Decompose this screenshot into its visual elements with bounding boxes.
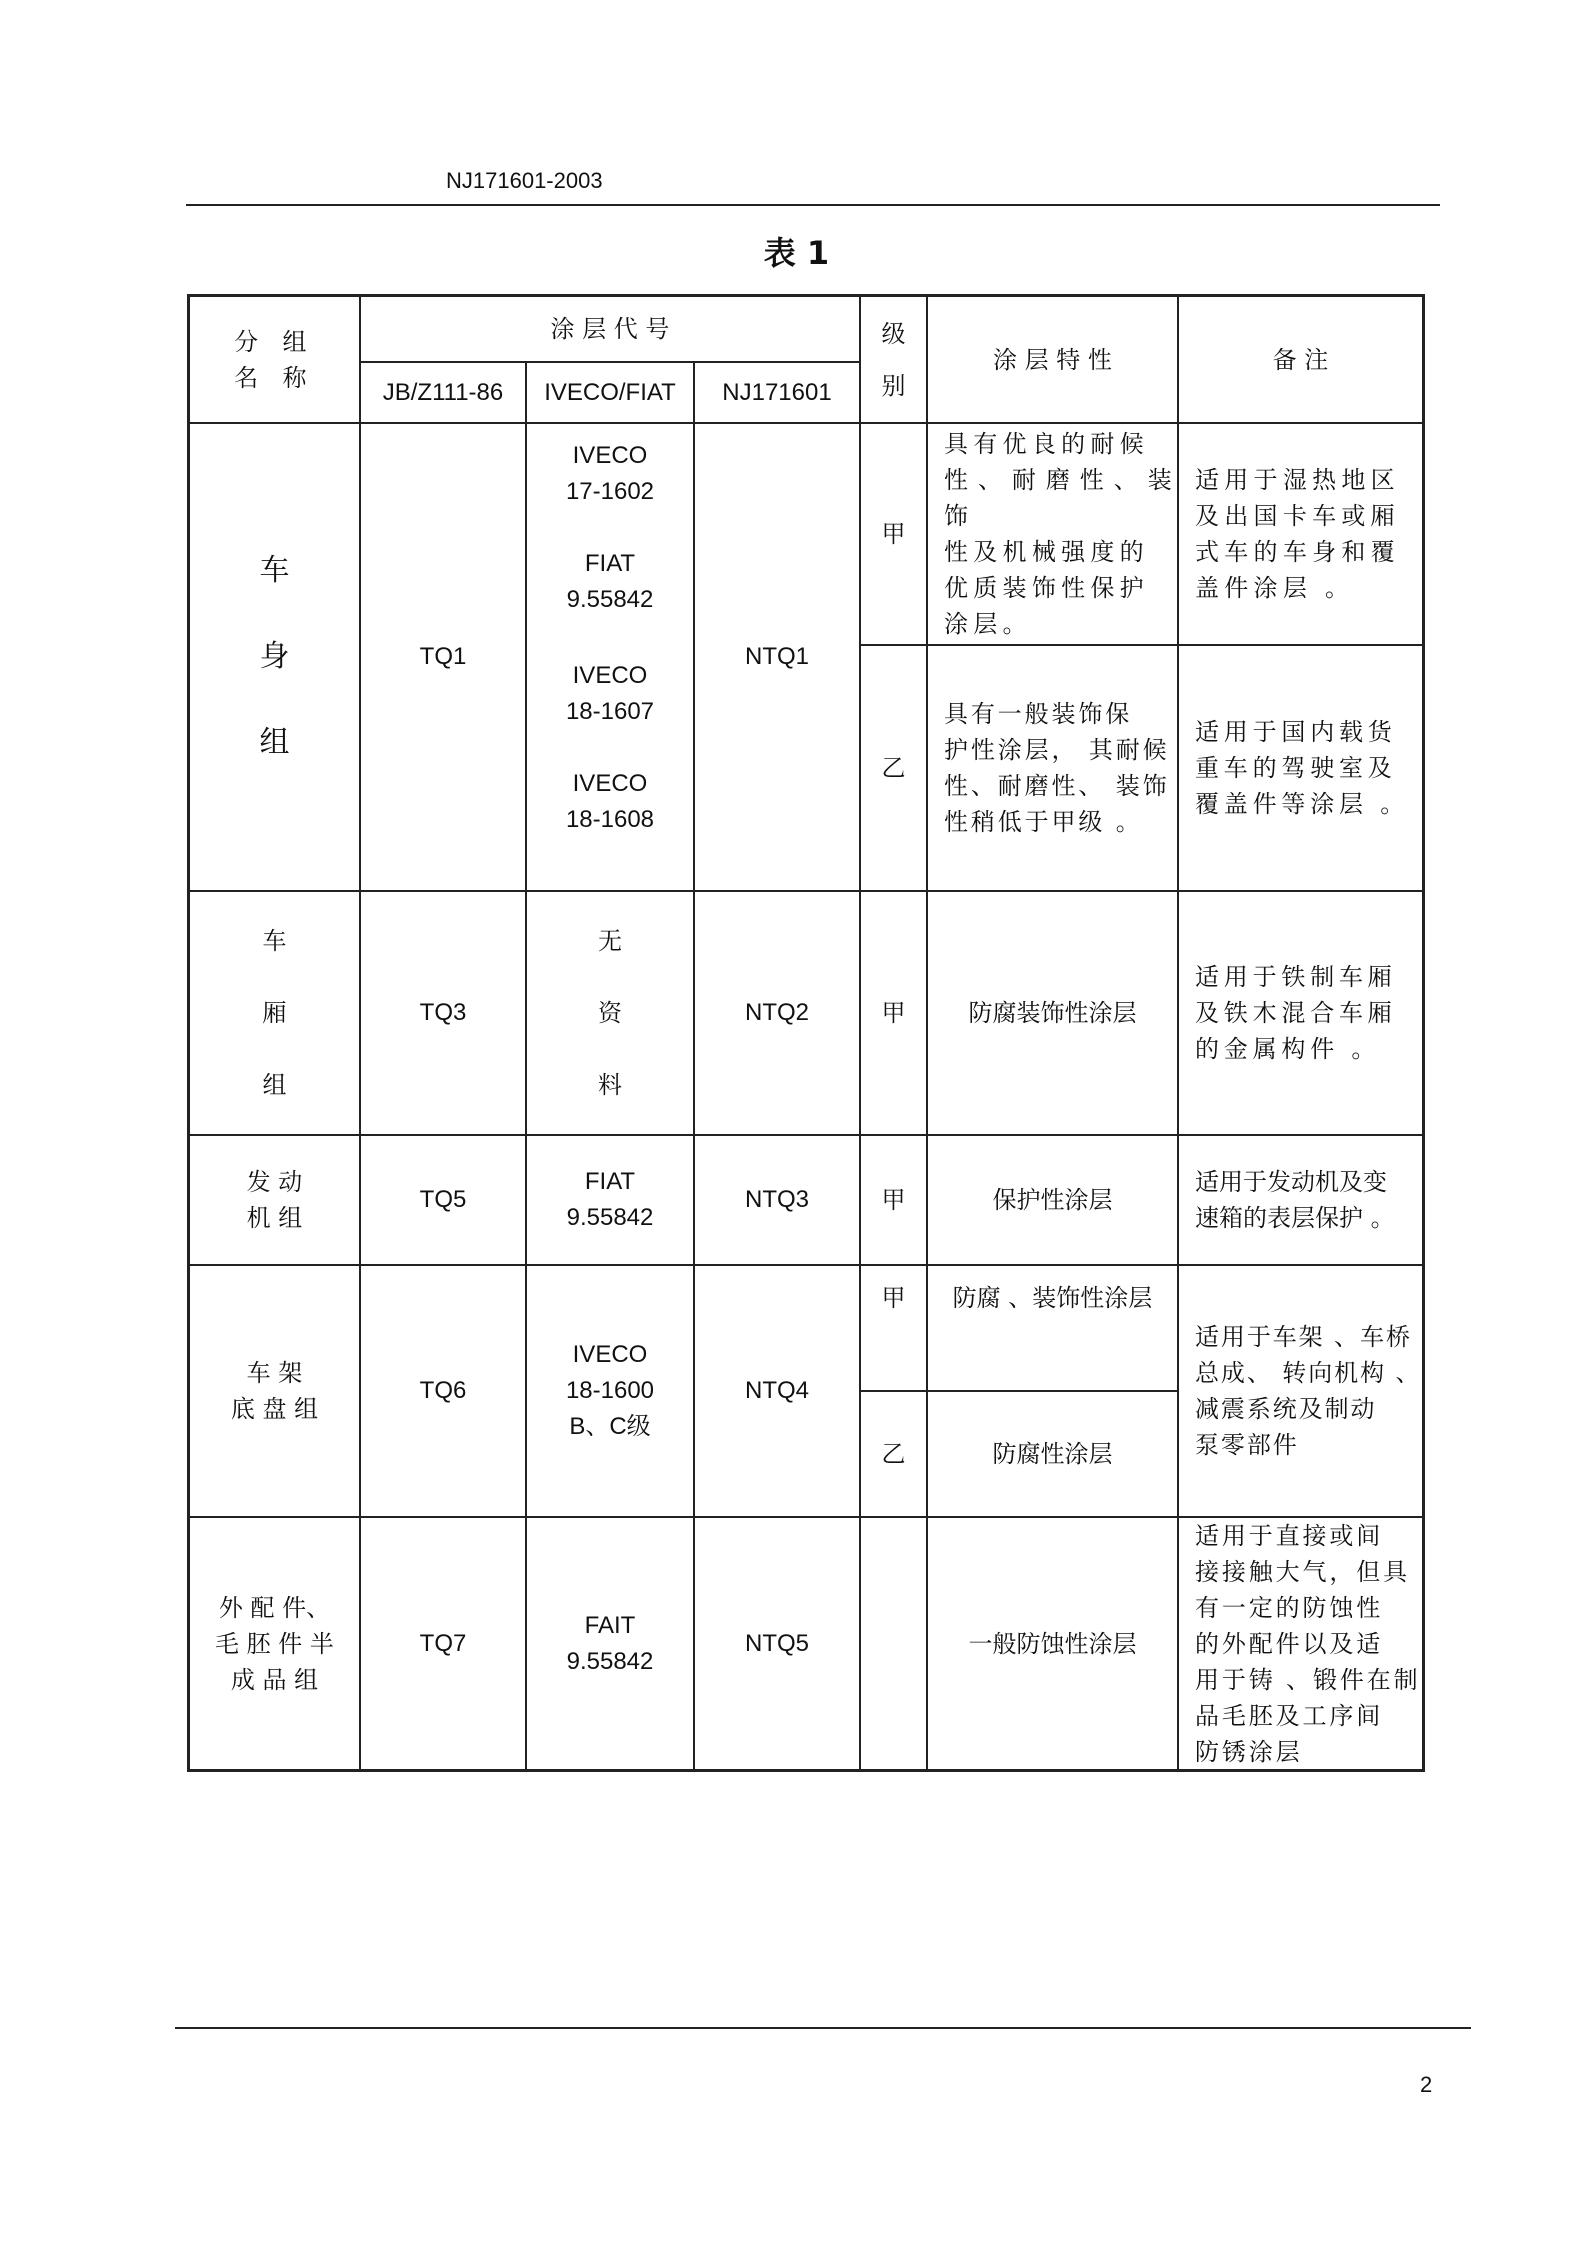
body-group-grade-b: 乙 <box>881 754 906 782</box>
header-sub-iveco: IVECO/FIAT <box>544 378 676 406</box>
header-sub-nj: NJ171601 <box>722 378 832 406</box>
engine-group-iveco: FIAT 9.55842 <box>566 1168 654 1231</box>
carriage-group-remark: 适用于铁制车厢 及铁木混合车厢 的金属构件 。 <box>1195 963 1397 1063</box>
frame-group-iveco: IVECO 18-1600 B、C级 <box>565 1341 655 1440</box>
engine-group-name: 发 动 机 组 <box>246 1168 303 1232</box>
footer-rule <box>175 2027 1471 2029</box>
header-remark: 备 注 <box>1272 345 1329 374</box>
page-number: 2 <box>1420 2072 1433 2097</box>
frame-group-property-b: 防腐性涂层 <box>992 1440 1113 1468</box>
header-sub-jb: JB/Z111-86 <box>382 378 504 406</box>
body-group-property-b: 具有一般装饰保 护性涂层， 其耐候 性、耐磨性、 装饰 性稍低于甲级 。 <box>944 700 1170 836</box>
header-grade: 级 别 <box>881 319 906 400</box>
carriage-group-nj: NTQ2 <box>744 999 809 1026</box>
parts-group-grade <box>861 1518 926 1769</box>
parts-group-iveco: FAIT 9.55842 <box>566 1611 654 1675</box>
body-group-iveco-a: IVECO 17-1602 FIAT 9.55842 <box>565 442 655 613</box>
carriage-group-property: 防腐装饰性涂层 <box>968 999 1137 1027</box>
engine-group-property: 保护性涂层 <box>992 1186 1113 1214</box>
header-group-name: 分 组 名 称 <box>234 327 315 392</box>
header-property: 涂 层 特 性 <box>993 345 1112 374</box>
carriage-group-grade: 甲 <box>881 999 906 1027</box>
carriage-group-iveco: 无 资 料 <box>598 927 622 1099</box>
body-group-grade-a: 甲 <box>881 520 906 548</box>
frame-group-jb: TQ6 <box>419 1377 467 1404</box>
table-caption: 表 1 <box>763 234 830 272</box>
parts-group-nj: NTQ5 <box>744 1629 809 1657</box>
frame-group-name: 车 架 底 盘 组 <box>230 1359 319 1423</box>
body-group-remark-b: 适用于国内载货 重车的驾驶室及 覆盖件等涂层 。 <box>1195 718 1410 818</box>
document-code: NJ171601-2003 <box>446 168 603 193</box>
engine-group-remark: 适用于发动机及变 速箱的表层保护 。 <box>1195 1168 1395 1232</box>
header-rule <box>186 204 1440 206</box>
body-group-jb: TQ1 <box>419 643 467 670</box>
frame-group-remark: 适用于车架 、车桥 总成、 转向机构 、 减震系统及制动 泵零部件 <box>1195 1323 1422 1459</box>
carriage-group-jb: TQ3 <box>419 999 467 1026</box>
engine-group-jb: TQ5 <box>419 1186 467 1213</box>
frame-group-grade-a: 甲 <box>881 1284 906 1312</box>
engine-group-nj: NTQ3 <box>744 1186 809 1213</box>
frame-group-grade-b: 乙 <box>881 1440 906 1468</box>
body-group-nj: NTQ1 <box>744 643 809 670</box>
header-coating-code: 涂 层 代 号 <box>550 315 670 343</box>
parts-group-remark: 适用于直接或间 接接触大气，但具 有一定的防蚀性 的外配件以及适 用于铸 、锻件在制 品毛胚及工序间 防锈涂层 <box>1195 1521 1421 1766</box>
frame-group-property-a: 防腐 、装饰性涂层 <box>952 1284 1153 1312</box>
body-group-iveco-b: IVECO 18-1607 IVECO 18-1608 <box>565 662 655 833</box>
parts-group-name: 外 配 件、 毛 胚 件 半 成 品 组 <box>215 1593 334 1694</box>
body-group-remark-a: 适用于湿热地区 及出国卡车或厢 式车的车身和覆 盖件涂层 。 <box>1195 466 1400 602</box>
body-group-property-a: 具有优良的耐候 性、耐磨性、装饰 性及机械强度的 优质装饰性保护 涂层。 <box>944 430 1177 638</box>
parts-group-jb: TQ7 <box>419 1629 467 1657</box>
coating-table <box>187 294 1425 1772</box>
parts-group-property: 一般防蚀性涂层 <box>968 1629 1137 1658</box>
table-border-right <box>1422 294 1425 1772</box>
carriage-group-name: 车 厢 组 <box>262 927 287 1099</box>
engine-group-grade: 甲 <box>881 1186 906 1214</box>
body-group-name: 车 身 组 <box>259 553 290 760</box>
frame-group-nj: NTQ4 <box>744 1377 809 1404</box>
